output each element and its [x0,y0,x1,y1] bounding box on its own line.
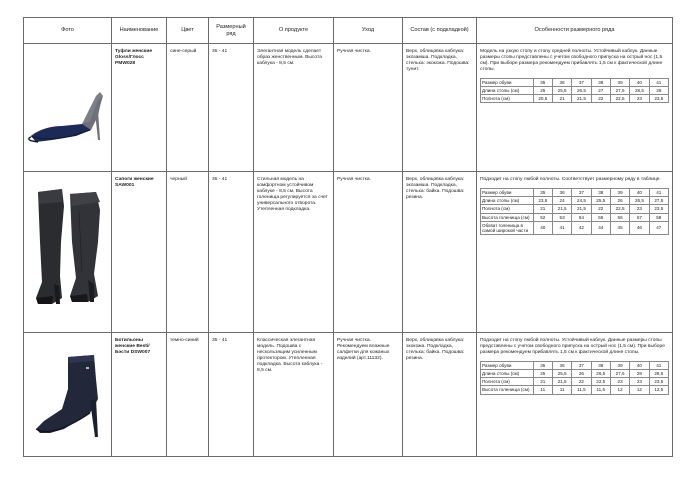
size-table-value: 40 [630,78,649,86]
product-about: Элегантная модель сделает образ женственным. Высота каблука - 8,5 см. [254,44,334,172]
header-row [24,18,673,44]
size-table-value: 21 [552,95,571,103]
product-color: черный [167,172,209,333]
size-table-value: 22,5 [610,205,629,213]
size-table-value: 11 [533,386,552,394]
size-table-value: 20,5 [533,95,552,103]
size-table-label: Высота голенища (см) [481,386,534,394]
size-table-value: 36 [552,361,571,369]
size-table-value: 21 [533,378,552,386]
size-table-value: 39 [610,78,629,86]
size-table-value: 27,5 [610,369,629,377]
size-table-value: 11,5 [591,386,610,394]
product-photo-cell [24,172,112,333]
size-features-cell [477,172,673,333]
size-table-value: 38 [591,361,610,369]
product-row [24,172,673,333]
header-about: О продукте [254,18,334,44]
size-table-row [481,78,669,86]
size-table-value: 26 [572,369,591,377]
size-table-value: 37 [572,78,591,86]
size-table-value: 37 [572,361,591,369]
size-table-value: 42 [572,221,591,234]
product-size-range: 35 - 41 [209,44,254,172]
product-name: Ботильоны женские Besti/Бэсти DSW007 [112,333,167,457]
product-table [23,17,673,457]
size-table-value: 23 [630,378,649,386]
size-note: Подходит на стопу любой полноты. Соответствует размерному ряду в таблице. [480,177,661,182]
size-table-value: 23,5 [533,197,552,205]
size-table-value: 25 [533,86,552,94]
size-table-value: 23 [610,378,629,386]
size-features-cell [477,333,673,457]
size-table-value: 12 [610,386,629,394]
ankle-boot-image [24,333,112,451]
size-table-value: 40 [630,188,649,196]
size-table-value: 36 [552,78,571,86]
size-table-row [481,86,669,94]
size-table-value: 28 [630,369,649,377]
product-size-range: 35 - 41 [209,333,254,457]
size-table-label: Длина стопы (см) [481,86,534,94]
size-table-value: 25,5 [552,369,571,377]
size-table-value: 58 [649,213,668,221]
product-composition: Верх, облицовка каблука: экозамша. Подкладка, стелька: байка. Подошва: резина. [403,172,477,333]
size-table-value: 26,5 [591,369,610,377]
size-table-value: 12,5 [649,386,668,394]
size-table-value: 27 [591,86,610,94]
product-color: сине-серый [167,44,209,172]
size-table-row [481,378,669,386]
header-color: Цвет [167,18,209,44]
product-size-range: 35 - 41 [209,172,254,333]
size-table-value: 21,5 [552,378,571,386]
product-photo-cell [24,44,112,172]
product-name: Туфли женские Gloss/Глосс PMW028 [112,44,167,172]
size-table-row [481,221,669,234]
size-table-value: 21,5 [572,95,591,103]
size-table-value: 22,5 [610,95,629,103]
size-table [480,188,669,235]
size-table-value: 25,5 [591,197,610,205]
product-row [24,333,673,457]
product-row [24,44,673,172]
size-table-value: 23,5 [649,95,668,103]
header-size-range: Размерный ряд [209,18,254,44]
size-table-row [481,213,669,221]
size-table-value: 23 [630,205,649,213]
size-table-label: Полнота (см) [481,205,534,213]
header-photo: Фото [24,18,112,44]
size-table-value: 27,5 [610,86,629,94]
boots-image [24,172,112,327]
size-table [480,78,669,104]
size-table-value: 22 [591,95,610,103]
size-table-label: Длина стопы (см) [481,197,534,205]
size-table-value: 40 [533,221,552,234]
product-care: Ручная чистка. [334,172,403,333]
product-sheet [23,17,672,457]
size-note: Модель на узкую стопу и стопу средней полноты. Устойчивый каблук. Данные размеры стопы представлены с учетом свободного припуска на острый нос (1,5 см). При выборе размера рекомендуем прибавлять 1,5 см к фактической длине стопы. [480,49,663,72]
size-table-value: 35 [533,361,552,369]
size-table-value: 23 [630,95,649,103]
size-table [480,361,669,395]
size-table-value: 56 [610,213,629,221]
header-name: Наименование [112,18,167,44]
size-table-value: 21 [533,205,552,213]
size-table-row [481,188,669,196]
size-table-value: 22 [572,378,591,386]
size-table-value: 47 [649,221,668,234]
size-table-value: 39 [610,188,629,196]
size-table-value: 24,5 [572,197,591,205]
size-table-value: 12 [630,386,649,394]
size-features-cell [477,44,673,172]
size-table-label: Длина стопы (см) [481,369,534,377]
size-table-label: Размер обуви [481,188,534,196]
size-table-value: 27,5 [649,197,668,205]
size-table-value: 24 [552,197,571,205]
size-table-value: 26 [610,197,629,205]
size-table-value: 22 [591,205,610,213]
size-table-label: Размер обуви [481,361,534,369]
product-care: Ручная чистка. Рекомендуем влажные салфетки для кожаных изделий (арт.11132). [334,333,403,457]
size-table-label: Полнота (см) [481,378,534,386]
size-table-row [481,369,669,377]
size-table-value: 26,5 [630,197,649,205]
size-table-row [481,361,669,369]
size-table-value: 40 [630,361,649,369]
size-table-value: 29 [649,86,668,94]
product-color: темно-синий [167,333,209,457]
size-table-label: Полнота (см) [481,95,534,103]
size-table-label: Размер обуви [481,78,534,86]
size-table-value: 25,5 [552,86,571,94]
size-table-value: 55 [591,213,610,221]
product-about: Стильная модель на комфортном устойчивом каблуке - 8,5 см. Высота голенища регулируется за счет универсального отворота. Утепленная подкладка. [254,172,334,333]
size-table-row [481,386,669,394]
size-table-value: 38 [591,78,610,86]
size-table-value: 36 [552,188,571,196]
product-photo-cell [24,333,112,457]
product-care: Ручная чистка. [334,44,403,172]
size-table-row [481,197,669,205]
size-table-value: 44 [591,221,610,234]
size-table-value: 54 [572,213,591,221]
size-table-value: 21,5 [572,205,591,213]
size-table-value: 26,5 [572,86,591,94]
size-table-value: 41 [649,361,668,369]
product-composition: Верх, облицовка каблука: экокожа. Подкладка, стелька: байка. Подошва: резина. [403,333,477,457]
size-table-label: Обхват голенища в самой широкой части [481,221,534,234]
size-table-value: 23,5 [649,205,668,213]
size-table-value: 25 [533,369,552,377]
size-table-row [481,205,669,213]
size-table-value: 41 [552,221,571,234]
size-table-value: 53 [552,213,571,221]
header-composition: Состав (с подкладкой) [403,18,477,44]
size-table-value: 11,5 [572,386,591,394]
size-table-value: 39 [610,361,629,369]
size-table-value: 21,5 [552,205,571,213]
size-table-value: 52 [533,213,552,221]
size-table-value: 57 [630,213,649,221]
size-table-value: 41 [649,188,668,196]
size-table-value: 45 [610,221,629,234]
size-table-value: 35 [533,78,552,86]
size-table-value: 38 [591,188,610,196]
size-table-value: 11 [552,386,571,394]
product-composition: Верх, облицовка каблука: экозамша. Подкладка, стелька: экокожа. Подошва: тунит. [403,44,477,172]
size-table-label: Высота голенища (см) [481,213,534,221]
size-table-value: 46 [630,221,649,234]
size-table-value: 22,5 [591,378,610,386]
product-name: Сапоги женские SAW001 [112,172,167,333]
header-size-features: Особенности размерного ряда [477,18,673,44]
header-care: Уход [334,18,403,44]
size-note: Подходит на стопу любой полноты. Устойчивый каблук. Данные размеры стопы представлены с учетом свободного припуска на острый нос (1,5 см). При выборе размера рекомендуем прибавлять 1,5 см к фактической длине стопы. [480,338,665,355]
size-table-value: 28,5 [649,369,668,377]
size-table-value: 37 [572,188,591,196]
size-table-row [481,95,669,103]
size-table-value: 41 [649,78,668,86]
product-about: Классическая элегантная модель. Подошва с нескользящим усиленным протектором. Утепленная подкладка. Высота каблука - 8,5 см. [254,333,334,457]
size-table-value: 28,5 [630,86,649,94]
size-table-value: 35 [533,188,552,196]
size-table-value: 23,5 [649,378,668,386]
pump-shoe-image [24,44,112,166]
